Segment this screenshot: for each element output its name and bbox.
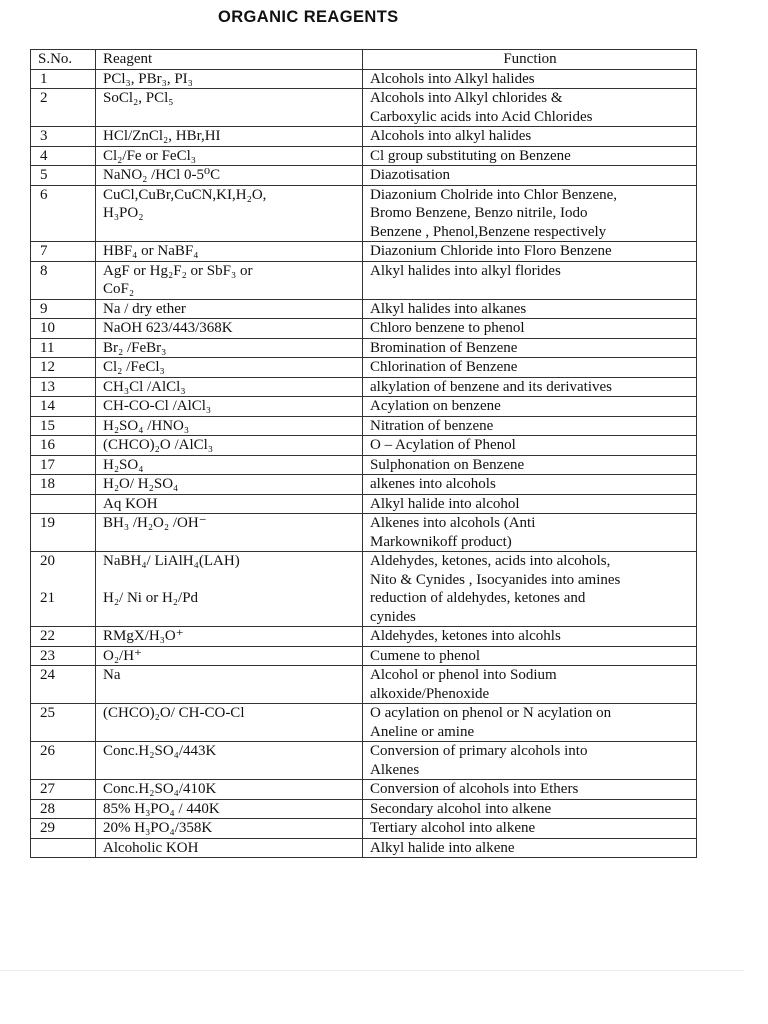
table-row — [31, 455, 697, 475]
cell-function: O acylation on phenol or N acylation on Aneline or amine — [363, 704, 697, 742]
cell-sno: 9 — [31, 299, 96, 319]
cell-reagent: 20% H₃PO₄/358K — [96, 819, 363, 839]
cell-function: Alkyl halides into alkyl florides — [363, 261, 697, 299]
cell-reagent: Na — [96, 666, 363, 704]
cell-sno: 28 — [31, 799, 96, 819]
cell-function: Diazotisation — [363, 166, 697, 186]
cell-reagent: NaNO₂ /HCl 0-5⁰C — [96, 166, 363, 186]
cell-reagent: RMgX/H₃O⁺ — [96, 627, 363, 647]
table-header-row — [31, 50, 697, 70]
cell-function: Tertiary alcohol into alkene — [363, 819, 697, 839]
cell-function: Alkenes into alcohols (Anti Markownikoff product) — [363, 514, 697, 552]
table-row — [31, 89, 697, 127]
cell-sno: 19 — [31, 514, 96, 552]
cell-reagent: CuCl,CuBr,CuCN,KI,H₂O, H₃PO₂ — [96, 185, 363, 242]
cell-sno: 27 — [31, 780, 96, 800]
cell-function: Diazonium Cholride into Chlor Benzene, Bromo Benzene, Benzo nitrile, Iodo Benzene , Phenol,Benzene respectively — [363, 185, 697, 242]
cell-function: alkenes into alcohols — [363, 475, 697, 495]
cell-function: Aldehydes, ketones, acids into alcohols, Nito & Cynides , Isocyanides into amines reduction of aldehydes, ketones and cynides — [363, 552, 697, 627]
cell-reagent: HCl/ZnCl₂, HBr,HI — [96, 127, 363, 147]
cell-sno: 24 — [31, 666, 96, 704]
cell-reagent: PCl₃, PBr₃, PI₃ — [96, 69, 363, 89]
cell-function: Cl group substituting on Benzene — [363, 146, 697, 166]
cell-reagent: NaBH₄/ LiAlH₄(LAH) H₂/ Ni or H₂/Pd — [96, 552, 363, 627]
cell-function: Cumene to phenol — [363, 646, 697, 666]
cell-sno: 25 — [31, 704, 96, 742]
page-bottom-divider — [0, 970, 744, 971]
cell-sno: 18 — [31, 475, 96, 495]
header-sno: S.No. — [31, 50, 96, 70]
cell-function: alkylation of benzene and its derivatives — [363, 377, 697, 397]
cell-function: Chlorination of Benzene — [363, 358, 697, 378]
reagents-table — [30, 49, 697, 858]
cell-function: Diazonium Chloride into Floro Benzene — [363, 242, 697, 262]
cell-sno: 11 — [31, 338, 96, 358]
cell-reagent: CH₃Cl /AlCl₃ — [96, 377, 363, 397]
table-row — [31, 704, 697, 742]
cell-reagent: SoCl₂, PCl₅ — [96, 89, 363, 127]
table-row — [31, 799, 697, 819]
cell-reagent: H₂O/ H₂SO₄ — [96, 475, 363, 495]
cell-function: Chloro benzene to phenol — [363, 319, 697, 339]
cell-function: Secondary alcohol into alkene — [363, 799, 697, 819]
cell-reagent: O₂/H⁺ — [96, 646, 363, 666]
table-row — [31, 242, 697, 262]
table-row — [31, 69, 697, 89]
cell-sno: 6 — [31, 185, 96, 242]
cell-sno: 23 — [31, 646, 96, 666]
table-row — [31, 299, 697, 319]
cell-sno: 17 — [31, 455, 96, 475]
cell-sno: 8 — [31, 261, 96, 299]
cell-reagent: Aq KOH — [96, 494, 363, 514]
cell-reagent: NaOH 623/443/368K — [96, 319, 363, 339]
cell-sno: 29 — [31, 819, 96, 839]
cell-reagent: H₂SO₄ /HNO₃ — [96, 416, 363, 436]
table-row — [31, 377, 697, 397]
cell-function: Alcohols into Alkyl chlorides & Carboxylic acids into Acid Chlorides — [363, 89, 697, 127]
table-row — [31, 416, 697, 436]
table-row — [31, 436, 697, 456]
cell-reagent: CH-CO-Cl /AlCl₃ — [96, 397, 363, 417]
cell-sno: 15 — [31, 416, 96, 436]
cell-reagent: (CHCO)₂O /AlCl₃ — [96, 436, 363, 456]
cell-sno: 10 — [31, 319, 96, 339]
cell-sno: 16 — [31, 436, 96, 456]
table-row — [31, 475, 697, 495]
cell-sno: 4 — [31, 146, 96, 166]
table-row — [31, 397, 697, 417]
table-body — [31, 69, 697, 858]
cell-reagent: Br₂ /FeBr₃ — [96, 338, 363, 358]
cell-reagent: Na / dry ether — [96, 299, 363, 319]
cell-sno: 14 — [31, 397, 96, 417]
cell-function: Sulphonation on Benzene — [363, 455, 697, 475]
table-row — [31, 646, 697, 666]
table-row — [31, 780, 697, 800]
cell-reagent: BH₃ /H₂O₂ /OH⁻ — [96, 514, 363, 552]
cell-sno: 22 — [31, 627, 96, 647]
cell-sno — [31, 494, 96, 514]
table-row — [31, 127, 697, 147]
cell-function: Alcohol or phenol into Sodium alkoxide/Phenoxide — [363, 666, 697, 704]
cell-sno: 5 — [31, 166, 96, 186]
cell-function: Bromination of Benzene — [363, 338, 697, 358]
cell-sno: 3 — [31, 127, 96, 147]
header-reagent: Reagent — [96, 50, 363, 70]
cell-reagent: Cl₂ /FeCl₃ — [96, 358, 363, 378]
header-function: Function — [363, 50, 697, 70]
cell-function: Alkyl halide into alkene — [363, 838, 697, 858]
cell-function: Alcohols into Alkyl halides — [363, 69, 697, 89]
cell-function: Alkyl halide into alcohol — [363, 494, 697, 514]
table-row — [31, 514, 697, 552]
cell-function: Alkyl halides into alkanes — [363, 299, 697, 319]
table-row — [31, 819, 697, 839]
cell-function: O – Acylation of Phenol — [363, 436, 697, 456]
table-row — [31, 261, 697, 299]
cell-reagent: Conc.H₂SO₄/410K — [96, 780, 363, 800]
table-row — [31, 494, 697, 514]
table-row — [31, 358, 697, 378]
cell-reagent: 85% H₃PO₄ / 440K — [96, 799, 363, 819]
table-row — [31, 666, 697, 704]
cell-sno: 1 — [31, 69, 96, 89]
document-title: ORGANIC REAGENTS — [218, 8, 399, 26]
cell-function: Conversion of alcohols into Ethers — [363, 780, 697, 800]
cell-function: Nitration of benzene — [363, 416, 697, 436]
table-row — [31, 185, 697, 242]
table-row — [31, 627, 697, 647]
table-row — [31, 552, 697, 627]
cell-sno: 13 — [31, 377, 96, 397]
cell-sno: 20 21 — [31, 552, 96, 627]
cell-sno: 12 — [31, 358, 96, 378]
cell-reagent: Cl₂/Fe or FeCl₃ — [96, 146, 363, 166]
cell-sno: 2 — [31, 89, 96, 127]
cell-function: Aldehydes, ketones into alcohls — [363, 627, 697, 647]
table-row — [31, 838, 697, 858]
cell-sno: 7 — [31, 242, 96, 262]
cell-sno — [31, 838, 96, 858]
cell-reagent: H₂SO₄ — [96, 455, 363, 475]
cell-reagent: (CHCO)₂O/ CH-CO-Cl — [96, 704, 363, 742]
table-row — [31, 166, 697, 186]
cell-reagent: Alcoholic KOH — [96, 838, 363, 858]
cell-sno: 26 — [31, 742, 96, 780]
table-row — [31, 146, 697, 166]
table-row — [31, 338, 697, 358]
cell-reagent: Conc.H₂SO₄/443K — [96, 742, 363, 780]
cell-reagent: HBF₄ or NaBF₄ — [96, 242, 363, 262]
table-row — [31, 742, 697, 780]
cell-function: Conversion of primary alcohols into Alkenes — [363, 742, 697, 780]
cell-function: Acylation on benzene — [363, 397, 697, 417]
table-row — [31, 319, 697, 339]
cell-reagent: AgF or Hg₂F₂ or SbF₃ or CoF₂ — [96, 261, 363, 299]
cell-function: Alcohols into alkyl halides — [363, 127, 697, 147]
